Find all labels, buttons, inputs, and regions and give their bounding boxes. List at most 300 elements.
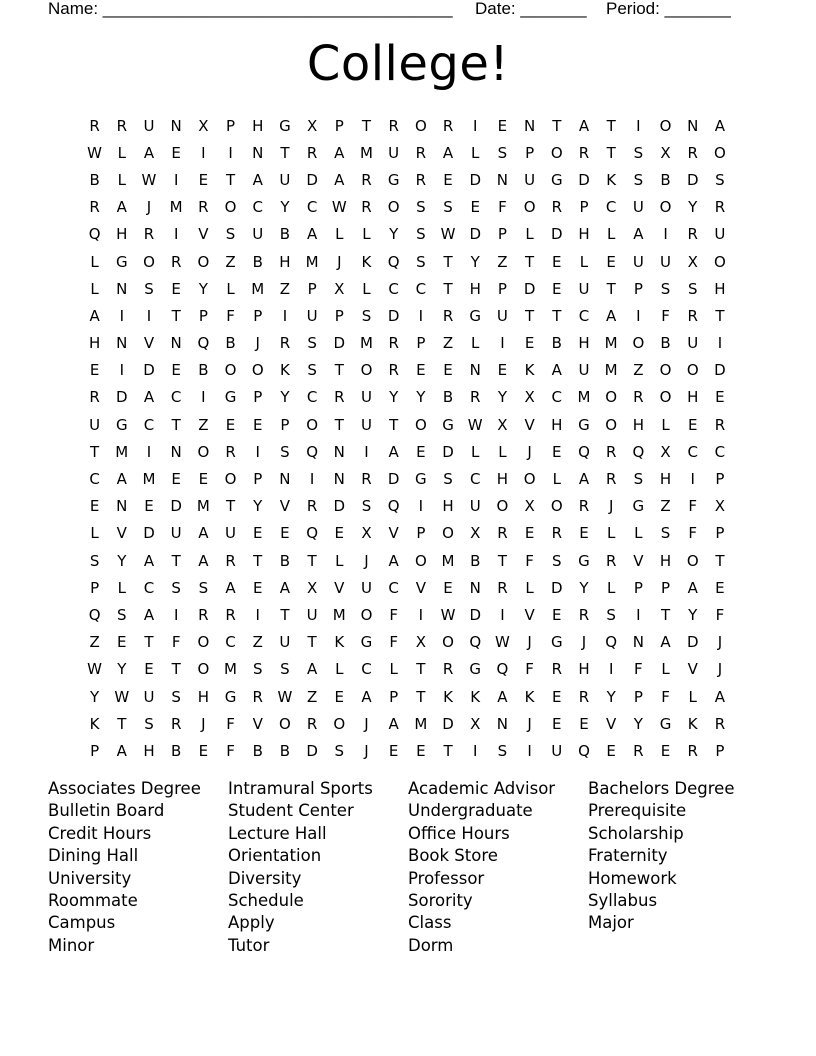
grid-letter[interactable]: O xyxy=(414,551,427,570)
grid-letter[interactable]: K xyxy=(89,714,100,733)
grid-letter[interactable]: C xyxy=(388,279,399,298)
grid-letter[interactable]: O xyxy=(197,252,210,271)
grid-letter[interactable]: M xyxy=(577,388,591,407)
grid-letter[interactable]: T xyxy=(171,306,181,325)
grid-letter[interactable]: E xyxy=(416,442,426,461)
grid-letter[interactable]: S xyxy=(198,578,209,597)
grid-letter[interactable]: R xyxy=(306,497,318,516)
grid-letter[interactable]: L xyxy=(661,660,670,679)
grid-letter[interactable]: X xyxy=(361,524,372,543)
grid-letter[interactable]: S xyxy=(171,687,181,706)
grid-letter[interactable]: E xyxy=(171,470,181,489)
grid-letter[interactable]: I xyxy=(282,306,288,325)
grid-letter[interactable]: U xyxy=(388,143,400,162)
grid-letter[interactable]: O xyxy=(360,605,373,624)
grid-letter[interactable]: B xyxy=(225,334,236,353)
grid-letter[interactable]: Z xyxy=(633,361,644,380)
grid-letter[interactable]: I xyxy=(636,116,641,135)
grid-letter[interactable]: N xyxy=(252,143,264,162)
grid-letter[interactable]: K xyxy=(334,633,345,652)
grid-letter[interactable]: F xyxy=(171,633,181,652)
grid-letter[interactable]: A xyxy=(714,116,726,135)
grid-letter[interactable]: S xyxy=(443,470,453,489)
grid-letter[interactable]: X xyxy=(415,633,426,652)
grid-letter[interactable]: I xyxy=(473,741,478,760)
grid-letter[interactable]: S xyxy=(280,442,290,461)
grid-letter[interactable]: V xyxy=(388,524,399,543)
grid-letter[interactable]: N xyxy=(496,714,509,733)
grid-letter[interactable]: N xyxy=(333,470,345,489)
grid-letter[interactable]: Y xyxy=(280,388,290,407)
grid-letter[interactable]: H xyxy=(469,279,481,298)
grid-letter[interactable]: E xyxy=(416,361,426,380)
grid-letter[interactable]: P xyxy=(661,578,671,597)
grid-letter[interactable]: E xyxy=(552,279,562,298)
grid-letter[interactable]: G xyxy=(442,415,454,434)
grid-letter[interactable]: Y xyxy=(688,605,698,624)
grid-letter[interactable]: C xyxy=(687,442,698,461)
grid-letter[interactable]: S xyxy=(633,470,644,489)
grid-letter[interactable]: G xyxy=(279,116,291,135)
grid-letter[interactable]: S xyxy=(416,225,426,244)
grid-letter[interactable]: A xyxy=(252,170,263,189)
grid-letter[interactable]: T xyxy=(280,143,290,162)
grid-letter[interactable]: P xyxy=(633,687,643,706)
grid-letter[interactable]: Q xyxy=(88,225,101,244)
grid-letter[interactable]: I xyxy=(255,605,260,624)
grid-letter[interactable]: R xyxy=(687,741,698,760)
grid-letter[interactable]: O xyxy=(550,497,563,516)
grid-letter[interactable]: B xyxy=(171,741,182,760)
grid-letter[interactable]: C xyxy=(415,279,427,298)
grid-letter[interactable]: R xyxy=(714,714,726,733)
grid-letter[interactable]: L xyxy=(90,252,99,271)
grid-letter[interactable]: T xyxy=(552,116,562,135)
grid-letter[interactable]: E xyxy=(715,578,725,597)
grid-letter[interactable]: H xyxy=(578,225,590,244)
grid-letter[interactable]: S xyxy=(361,306,372,325)
grid-letter[interactable]: H xyxy=(116,225,128,244)
grid-letter[interactable]: J xyxy=(364,714,369,733)
grid-letter[interactable]: P xyxy=(715,470,725,489)
grid-letter[interactable]: L xyxy=(90,524,99,543)
grid-letter[interactable]: X xyxy=(306,116,318,135)
grid-letter[interactable]: L xyxy=(226,279,235,298)
grid-letter[interactable]: A xyxy=(497,687,508,706)
grid-letter[interactable]: Q xyxy=(306,524,318,543)
grid-letter[interactable]: C xyxy=(143,578,155,597)
grid-letter[interactable]: S xyxy=(416,198,426,217)
grid-letter[interactable]: V xyxy=(606,714,617,733)
grid-letter[interactable]: D xyxy=(523,279,536,298)
grid-letter[interactable]: B xyxy=(442,388,454,407)
grid-letter[interactable]: K xyxy=(687,714,698,733)
grid-letter[interactable]: S xyxy=(687,279,698,298)
grid-letter[interactable]: P xyxy=(334,306,344,325)
grid-letter[interactable]: W xyxy=(87,143,103,162)
grid-letter[interactable]: E xyxy=(524,524,535,543)
grid-letter[interactable]: T xyxy=(307,551,317,570)
grid-letter[interactable]: Q xyxy=(578,741,590,760)
grid-letter[interactable]: T xyxy=(416,687,426,706)
grid-letter[interactable]: M xyxy=(332,605,346,624)
grid-letter[interactable]: E xyxy=(144,497,154,516)
grid-letter[interactable]: I xyxy=(717,334,723,353)
grid-letter[interactable]: I xyxy=(608,660,614,679)
grid-letter[interactable]: E xyxy=(443,170,453,189)
grid-letter[interactable]: U xyxy=(660,252,672,271)
grid-letter[interactable]: F xyxy=(661,687,670,706)
grid-letter[interactable]: O xyxy=(442,633,454,652)
grid-letter[interactable]: U xyxy=(143,687,155,706)
grid-letter[interactable]: R xyxy=(633,741,644,760)
grid-letter[interactable]: P xyxy=(497,279,507,298)
grid-letter[interactable]: F xyxy=(498,198,507,217)
grid-letter[interactable]: L xyxy=(552,470,561,489)
grid-letter[interactable]: L xyxy=(606,524,616,543)
grid-letter[interactable]: K xyxy=(361,252,372,271)
grid-letter[interactable]: M xyxy=(115,442,129,461)
grid-letter[interactable]: N xyxy=(333,442,345,461)
grid-letter[interactable]: C xyxy=(714,442,726,461)
grid-letter[interactable]: E xyxy=(579,524,589,543)
grid-letter[interactable]: C xyxy=(361,660,372,679)
grid-letter[interactable]: C xyxy=(605,198,617,217)
grid-letter[interactable]: J xyxy=(717,660,723,679)
grid-letter[interactable]: H xyxy=(551,415,563,434)
grid-letter[interactable]: G xyxy=(115,252,128,271)
grid-letter[interactable]: C xyxy=(551,388,563,407)
grid-letter[interactable]: Z xyxy=(497,252,508,271)
grid-letter[interactable]: U xyxy=(360,388,372,407)
grid-letter[interactable]: F xyxy=(715,605,725,624)
grid-letter[interactable]: F xyxy=(226,714,235,733)
grid-letter[interactable]: T xyxy=(443,741,453,760)
grid-letter[interactable]: E xyxy=(524,334,535,353)
grid-letter[interactable]: A xyxy=(714,687,726,706)
grid-letter[interactable]: L xyxy=(362,279,371,298)
grid-letter[interactable]: T xyxy=(171,551,181,570)
grid-letter[interactable]: R xyxy=(89,116,100,135)
grid-letter[interactable]: O xyxy=(414,415,427,434)
grid-letter[interactable]: N xyxy=(469,361,481,380)
grid-letter[interactable]: U xyxy=(687,334,699,353)
grid-letter[interactable]: P xyxy=(307,279,317,298)
grid-letter[interactable]: C xyxy=(225,633,236,652)
grid-letter[interactable]: E xyxy=(552,442,562,461)
period-field[interactable]: Period: _______ xyxy=(606,0,731,18)
grid-letter[interactable]: U xyxy=(143,116,155,135)
grid-letter[interactable]: T xyxy=(443,279,453,298)
grid-letter[interactable]: G xyxy=(632,497,645,516)
grid-letter[interactable]: J xyxy=(201,714,206,733)
grid-letter[interactable]: G xyxy=(578,551,590,570)
grid-letter[interactable]: A xyxy=(279,578,291,597)
grid-letter[interactable]: A xyxy=(198,551,209,570)
grid-letter[interactable]: R xyxy=(605,551,617,570)
grid-letter[interactable]: I xyxy=(119,306,124,325)
grid-letter[interactable]: A xyxy=(143,551,155,570)
grid-letter[interactable]: Q xyxy=(306,442,318,461)
grid-letter[interactable]: T xyxy=(90,442,100,461)
grid-letter[interactable]: J xyxy=(527,714,532,733)
grid-letter[interactable]: C xyxy=(89,470,100,489)
grid-letter[interactable]: V xyxy=(116,524,127,543)
grid-letter[interactable]: L xyxy=(117,143,126,162)
grid-letter[interactable]: X xyxy=(524,388,535,407)
grid-letter[interactable]: S xyxy=(334,741,345,760)
grid-letter[interactable]: H xyxy=(496,470,509,489)
grid-letter[interactable]: P xyxy=(633,279,643,298)
grid-letter[interactable]: L xyxy=(525,225,534,244)
grid-letter[interactable]: S xyxy=(497,741,508,760)
grid-letter[interactable]: L xyxy=(606,578,616,597)
grid-letter[interactable]: U xyxy=(632,252,644,271)
grid-letter[interactable]: H xyxy=(578,334,590,353)
grid-letter[interactable]: Z xyxy=(198,415,209,434)
grid-letter[interactable]: C xyxy=(469,470,481,489)
grid-letter[interactable]: B xyxy=(198,361,209,380)
grid-letter[interactable]: R xyxy=(415,170,427,189)
grid-letter[interactable]: T xyxy=(606,143,616,162)
grid-letter[interactable]: A xyxy=(306,225,318,244)
grid-letter[interactable]: L xyxy=(335,660,344,679)
grid-letter[interactable]: H xyxy=(442,497,454,516)
grid-letter[interactable]: V xyxy=(334,578,345,597)
grid-letter[interactable]: R xyxy=(198,605,209,624)
grid-letter[interactable]: U xyxy=(252,225,264,244)
grid-letter[interactable]: R xyxy=(143,225,155,244)
grid-letter[interactable]: P xyxy=(525,143,535,162)
grid-letter[interactable]: D xyxy=(143,524,155,543)
grid-letter[interactable]: G xyxy=(469,660,482,679)
grid-letter[interactable]: L xyxy=(634,524,643,543)
grid-letter[interactable]: A xyxy=(116,470,127,489)
grid-letter[interactable]: S xyxy=(443,198,453,217)
grid-letter[interactable]: E xyxy=(687,415,698,434)
grid-letter[interactable]: X xyxy=(714,497,726,516)
grid-letter[interactable]: S xyxy=(225,225,236,244)
grid-letter[interactable]: Q xyxy=(578,442,590,461)
grid-letter[interactable]: R xyxy=(551,524,562,543)
grid-letter[interactable]: E xyxy=(117,633,127,652)
grid-letter[interactable]: E xyxy=(225,415,236,434)
grid-letter[interactable]: R xyxy=(605,470,617,489)
grid-letter[interactable]: I xyxy=(119,361,124,380)
grid-letter[interactable]: J xyxy=(717,633,723,652)
grid-letter[interactable]: R xyxy=(497,524,508,543)
grid-letter[interactable]: A xyxy=(143,143,155,162)
grid-letter[interactable]: S xyxy=(252,660,263,679)
grid-letter[interactable]: T xyxy=(225,170,236,189)
grid-letter[interactable]: O xyxy=(197,660,210,679)
grid-letter[interactable]: J xyxy=(581,633,587,652)
grid-letter[interactable]: T xyxy=(389,415,399,434)
grid-letter[interactable]: E xyxy=(552,252,562,271)
grid-letter[interactable]: L xyxy=(389,660,398,679)
grid-letter[interactable]: L xyxy=(471,143,480,162)
name-field[interactable]: Name: _____________________________________ xyxy=(48,0,453,18)
grid-letter[interactable]: E xyxy=(552,687,562,706)
grid-letter[interactable]: S xyxy=(144,279,154,298)
grid-letter[interactable]: G xyxy=(224,687,237,706)
grid-letter[interactable]: R xyxy=(578,687,590,706)
grid-letter[interactable]: O xyxy=(224,198,237,217)
grid-letter[interactable]: Y xyxy=(688,198,698,217)
grid-letter[interactable]: P xyxy=(715,524,725,543)
grid-letter[interactable]: Z xyxy=(306,687,318,706)
grid-letter[interactable]: J xyxy=(146,198,152,217)
grid-letter[interactable]: D xyxy=(116,388,128,407)
grid-letter[interactable]: N xyxy=(496,170,509,189)
grid-letter[interactable]: R xyxy=(687,306,698,325)
grid-letter[interactable]: O xyxy=(686,361,699,380)
grid-letter[interactable]: A xyxy=(334,170,345,189)
grid-letter[interactable]: N xyxy=(170,116,182,135)
grid-letter[interactable]: E xyxy=(198,170,209,189)
grid-letter[interactable]: L xyxy=(471,442,480,461)
grid-letter[interactable]: K xyxy=(524,687,535,706)
grid-letter[interactable]: O xyxy=(659,361,672,380)
grid-letter[interactable]: L xyxy=(606,225,616,244)
grid-letter[interactable]: R xyxy=(633,388,644,407)
grid-letter[interactable]: D xyxy=(469,225,481,244)
grid-letter[interactable]: P xyxy=(253,470,263,489)
grid-letter[interactable]: G xyxy=(224,388,237,407)
grid-letter[interactable]: D xyxy=(686,633,699,652)
grid-letter[interactable]: R xyxy=(306,143,318,162)
grid-letter[interactable]: X xyxy=(470,714,481,733)
grid-letter[interactable]: E xyxy=(470,198,480,217)
grid-letter[interactable]: J xyxy=(527,633,532,652)
grid-letter[interactable]: G xyxy=(550,633,563,652)
grid-letter[interactable]: A xyxy=(198,524,209,543)
grid-letter[interactable]: L xyxy=(688,687,697,706)
grid-letter[interactable]: D xyxy=(551,578,563,597)
grid-letter[interactable]: A xyxy=(606,306,617,325)
grid-letter[interactable]: M xyxy=(169,198,183,217)
grid-letter[interactable]: E xyxy=(198,741,209,760)
grid-letter[interactable]: R xyxy=(497,578,508,597)
grid-letter[interactable]: N xyxy=(632,633,644,652)
grid-letter[interactable]: S xyxy=(171,578,181,597)
grid-letter[interactable]: A xyxy=(578,116,590,135)
grid-letter[interactable]: O xyxy=(659,198,672,217)
grid-letter[interactable]: O xyxy=(414,116,427,135)
grid-letter[interactable]: R xyxy=(252,687,263,706)
grid-letter[interactable]: R xyxy=(551,198,562,217)
grid-letter[interactable]: G xyxy=(578,415,590,434)
grid-letter[interactable]: E xyxy=(280,524,290,543)
grid-letter[interactable]: P xyxy=(226,116,236,135)
grid-letter[interactable]: O xyxy=(224,361,237,380)
grid-letter[interactable]: C xyxy=(306,388,318,407)
grid-letter[interactable]: A xyxy=(388,714,399,733)
grid-letter[interactable]: T xyxy=(497,551,507,570)
grid-letter[interactable]: A xyxy=(388,442,399,461)
grid-letter[interactable]: I xyxy=(146,442,152,461)
grid-letter[interactable]: W xyxy=(114,687,130,706)
grid-letter[interactable]: F xyxy=(525,660,534,679)
grid-letter[interactable]: U xyxy=(306,306,318,325)
grid-letter[interactable]: W xyxy=(440,225,456,244)
grid-letter[interactable]: M xyxy=(414,714,428,733)
grid-letter[interactable]: B xyxy=(279,551,291,570)
grid-letter[interactable]: Z xyxy=(660,497,671,516)
grid-letter[interactable]: E xyxy=(552,714,562,733)
grid-letter[interactable]: O xyxy=(496,497,509,516)
grid-letter[interactable]: Y xyxy=(416,388,426,407)
grid-letter[interactable]: S xyxy=(660,524,671,543)
grid-letter[interactable]: X xyxy=(470,524,481,543)
grid-letter[interactable]: O xyxy=(632,334,645,353)
grid-letter[interactable]: D xyxy=(306,170,318,189)
grid-letter[interactable]: S xyxy=(715,170,725,189)
grid-letter[interactable]: C xyxy=(143,415,155,434)
grid-letter[interactable]: R xyxy=(198,198,209,217)
grid-letter[interactable]: O xyxy=(523,198,536,217)
grid-letter[interactable]: S xyxy=(307,361,317,380)
grid-letter[interactable]: R xyxy=(578,605,590,624)
grid-letter[interactable]: V xyxy=(633,551,644,570)
grid-letter[interactable]: L xyxy=(117,170,126,189)
grid-letter[interactable]: E xyxy=(443,361,453,380)
grid-letter[interactable]: I xyxy=(173,170,179,189)
grid-letter[interactable]: T xyxy=(307,633,317,652)
grid-letter[interactable]: S xyxy=(144,714,154,733)
grid-letter[interactable]: S xyxy=(117,605,127,624)
grid-letter[interactable]: Q xyxy=(387,497,400,516)
grid-letter[interactable]: R xyxy=(225,551,236,570)
grid-letter[interactable]: C xyxy=(388,578,399,597)
grid-letter[interactable]: U xyxy=(170,524,182,543)
grid-letter[interactable]: I xyxy=(173,605,179,624)
grid-letter[interactable]: E xyxy=(89,361,100,380)
grid-letter[interactable]: A xyxy=(225,578,236,597)
grid-letter[interactable]: S xyxy=(660,279,671,298)
grid-letter[interactable]: H xyxy=(578,660,590,679)
grid-letter[interactable]: S xyxy=(606,605,616,624)
grid-letter[interactable]: B xyxy=(89,170,100,189)
grid-letter[interactable]: B xyxy=(279,741,291,760)
grid-letter[interactable]: M xyxy=(196,497,210,516)
grid-letter[interactable]: V xyxy=(279,497,291,516)
grid-letter[interactable]: U xyxy=(360,578,372,597)
grid-letter[interactable]: D xyxy=(469,605,481,624)
grid-letter[interactable]: R xyxy=(714,198,726,217)
grid-letter[interactable]: S xyxy=(497,143,508,162)
grid-letter[interactable]: O xyxy=(197,442,210,461)
grid-letter[interactable]: F xyxy=(661,306,670,325)
grid-letter[interactable]: U xyxy=(524,170,536,189)
grid-letter[interactable]: Y xyxy=(497,388,507,407)
grid-letter[interactable]: I xyxy=(527,741,532,760)
grid-letter[interactable]: I xyxy=(690,470,695,489)
grid-letter[interactable]: Y xyxy=(253,497,263,516)
grid-letter[interactable]: D xyxy=(333,497,346,516)
grid-letter[interactable]: Y xyxy=(117,660,127,679)
grid-letter[interactable]: I xyxy=(201,388,206,407)
grid-letter[interactable]: P xyxy=(253,388,263,407)
grid-letter[interactable]: E xyxy=(171,143,181,162)
grid-letter[interactable]: R xyxy=(361,170,372,189)
grid-letter[interactable]: P xyxy=(579,198,589,217)
grid-letter[interactable]: Y xyxy=(90,687,100,706)
grid-letter[interactable]: S xyxy=(633,170,644,189)
grid-letter[interactable]: A xyxy=(334,143,345,162)
grid-letter[interactable]: J xyxy=(527,442,532,461)
grid-letter[interactable]: U xyxy=(225,524,237,543)
